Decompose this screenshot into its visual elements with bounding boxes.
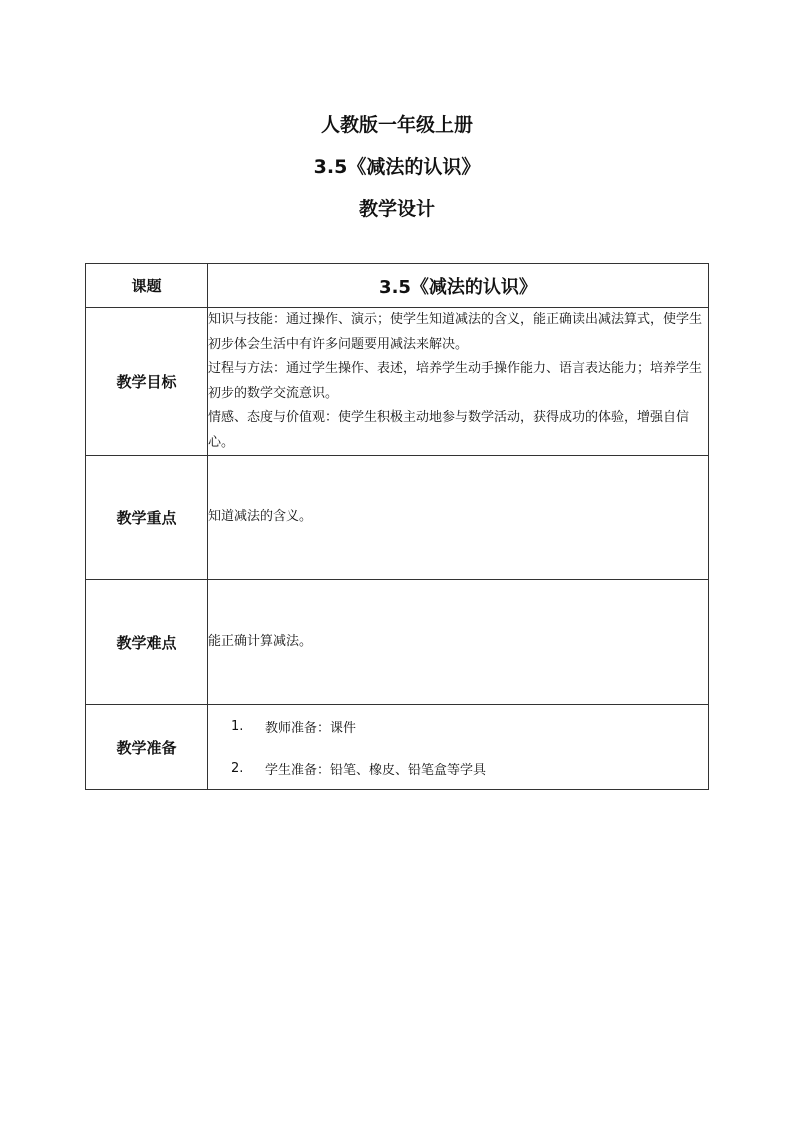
row-objectives [86,308,709,456]
title-textbook: 人教版一年级上册 [320,114,473,136]
list-item-number: 2. [231,760,244,776]
objectives-label: 教学目标 [86,308,208,456]
preparation-label: 教学准备 [86,705,208,790]
row-topic [86,264,709,308]
objective-knowledge: 知识与技能：通过操作、演示；使学生知道减法的含义，能正确读出减法算式，使学生初步体会生活中有许多问题要用减法来解决。 [208,312,703,352]
objectives-content [208,308,709,456]
list-item [208,747,708,789]
row-key-point [86,456,709,580]
topic-label: 课题 [86,264,208,308]
preparation-content [208,705,709,790]
list-item [208,705,708,747]
list-item-text: 教师准备：课件 [265,720,357,736]
difficulty-value: 能正确计算减法。 [208,580,709,705]
title-doc-type: 教学设计 [358,198,435,220]
topic-value: 3.5《减法的认识》 [208,264,709,308]
objective-process: 过程与方法：通过学生操作、表述，培养学生动手操作能力、语言表达能力；培养学生初步的数学交流意识。 [208,361,703,401]
list-item-text: 学生准备：铅笔、橡皮、铅笔盒等学具 [265,762,487,778]
document-title-block [0,104,794,230]
list-item-number: 1. [231,718,244,734]
preparation-list [208,705,708,789]
key-point-value: 知道减法的含义。 [208,456,709,580]
row-preparation [86,705,709,790]
difficulty-label: 教学难点 [86,580,208,705]
row-difficulty [86,580,709,705]
lesson-plan-table [85,263,709,790]
title-lesson: 3.5《减法的认识》 [313,156,481,178]
objective-attitude: 情感、态度与价值观：使学生积极主动地参与数学活动，获得成功的体验，增强自信心。 [208,410,690,450]
key-point-label: 教学重点 [86,456,208,580]
